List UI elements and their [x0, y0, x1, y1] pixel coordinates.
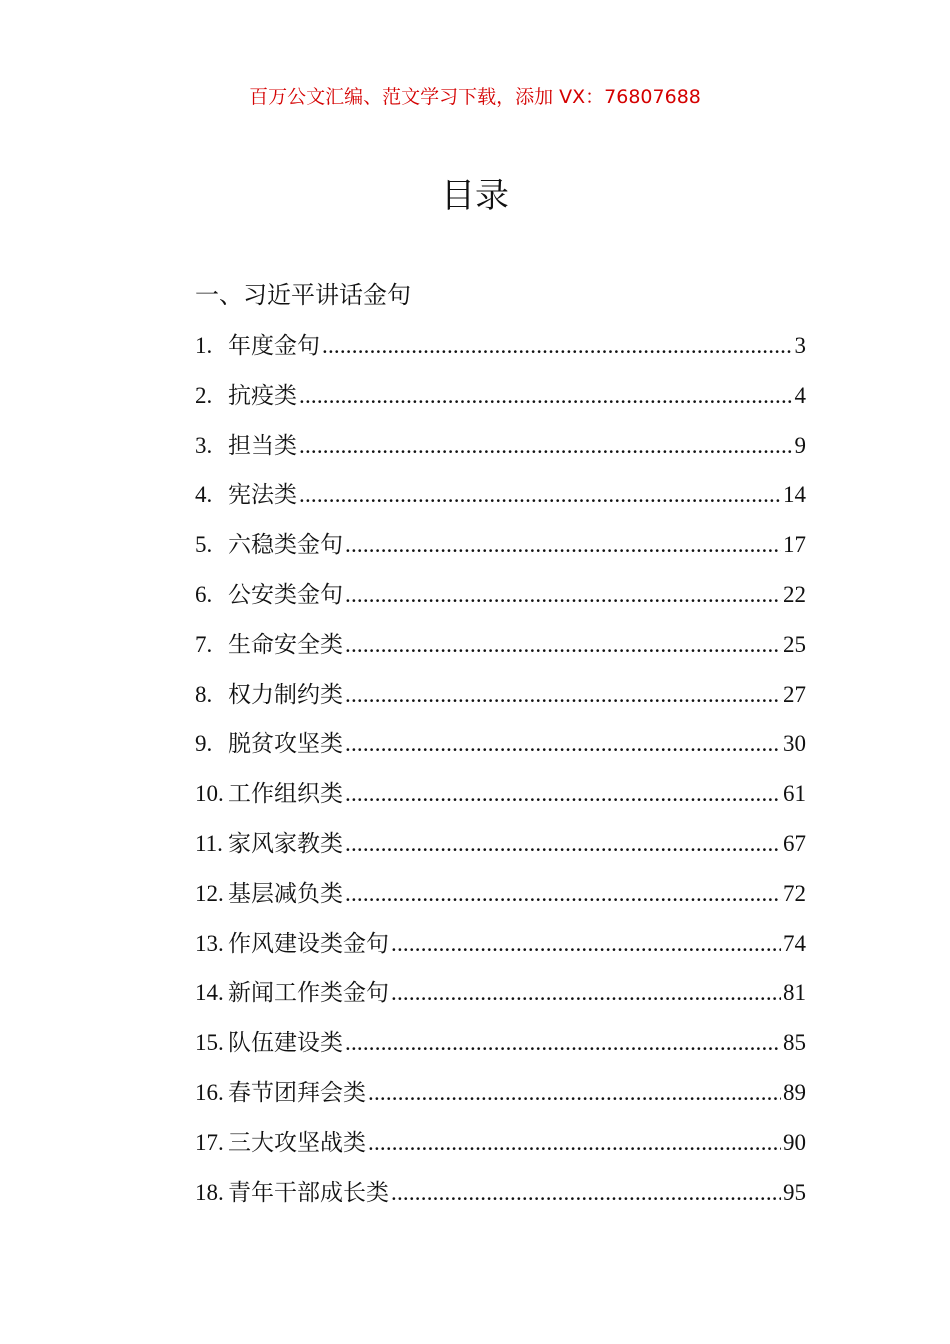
toc-entry-label: 工作组织类	[228, 781, 343, 808]
toc-entry-number: 18.	[195, 1179, 224, 1205]
toc-entry[interactable]	[195, 677, 806, 727]
toc-entry-label: 年度金句	[228, 333, 320, 359]
toc-entry-page: 27	[783, 681, 806, 707]
toc-entry-page: 67	[783, 830, 806, 856]
download-notice: 百万公文汇编、范文学习下载，添加 VX：76807688	[249, 86, 701, 108]
toc-entry-page: 17	[783, 532, 806, 558]
toc-entry-label: 作风建设类金句	[228, 930, 389, 957]
toc-entry[interactable]	[195, 428, 806, 478]
toc-entry-page: 25	[783, 631, 806, 657]
toc-entry-page: 95	[783, 1179, 806, 1205]
toc-entry-number: 11.	[195, 830, 223, 856]
toc-entry[interactable]	[195, 1175, 806, 1225]
toc-dot-leader	[299, 428, 793, 464]
toc-entry-label: 基层减负类	[228, 880, 343, 907]
toc-entry-page: 85	[783, 1030, 806, 1056]
toc-entry-number: 3.	[195, 432, 213, 458]
toc-entry-page: 72	[783, 880, 806, 906]
toc-entry-page: 30	[783, 731, 806, 757]
toc-entry-label: 家风家教类	[228, 830, 343, 857]
toc-entry-page: 4	[794, 382, 806, 408]
toc-entry-number: 8.	[195, 681, 213, 707]
toc-entry-label: 担当类	[228, 432, 297, 459]
toc-entry-number: 6.	[195, 581, 213, 607]
toc-entry-page: 3	[794, 333, 806, 358]
toc-entry[interactable]	[195, 627, 806, 677]
toc-dot-leader	[345, 726, 781, 762]
toc-entry-page: 74	[783, 930, 806, 956]
toc-entry-page: 9	[794, 432, 806, 458]
toc-entry-label: 新闻工作类金句	[228, 980, 389, 1007]
toc-entry-label: 六稳类金句	[228, 532, 343, 559]
toc-entry-label: 队伍建设类	[228, 1030, 343, 1057]
toc-dot-leader	[345, 876, 781, 912]
toc-dot-leader	[345, 776, 781, 812]
toc-dot-leader	[368, 1125, 781, 1161]
toc-dot-leader	[391, 975, 781, 1011]
toc-dot-leader	[322, 328, 793, 364]
toc-dot-leader	[299, 378, 793, 414]
toc-entry[interactable]	[195, 975, 806, 1025]
toc-entry-label: 宪法类	[228, 482, 297, 509]
toc-entry-number: 5.	[195, 532, 213, 558]
toc-entry-number: 10.	[195, 781, 224, 807]
toc-dot-leader	[345, 577, 781, 613]
toc-dot-leader	[345, 527, 781, 563]
toc-entry-label: 春节团拜会类	[228, 1079, 366, 1106]
toc-entry-number: 2.	[195, 382, 213, 408]
toc-entry-page: 90	[783, 1129, 806, 1155]
page-title: 目录	[441, 176, 509, 216]
toc-entry-label: 权力制约类	[228, 681, 343, 708]
toc-entry[interactable]	[195, 527, 806, 577]
toc-entry[interactable]	[195, 776, 806, 826]
toc-entry-label: 公安类金句	[228, 581, 343, 608]
toc-dot-leader	[345, 677, 781, 713]
toc-entry-number: 7.	[195, 631, 213, 657]
toc-entry[interactable]	[195, 876, 806, 926]
toc-entry-number: 16.	[195, 1079, 224, 1105]
toc-entry[interactable]	[195, 378, 806, 428]
toc-entry-label: 抗疫类	[228, 382, 297, 409]
toc-entry-number: 4.	[195, 482, 213, 508]
toc-entry-number: 15.	[195, 1030, 224, 1056]
toc-entry-page: 89	[783, 1079, 806, 1105]
toc-dot-leader	[391, 1175, 781, 1211]
toc-entry[interactable]	[195, 726, 806, 776]
toc-entry[interactable]	[195, 1125, 806, 1175]
toc-entry-number: 9.	[195, 731, 213, 757]
toc-entry-number: 13.	[195, 930, 224, 956]
toc-entry-label: 三大攻坚战类	[228, 1129, 366, 1156]
section-heading: 一、习近平讲话金句	[195, 281, 411, 309]
toc-entry-label: 青年干部成长类	[228, 1179, 389, 1206]
toc-entry-page: 14	[783, 482, 806, 508]
table-of-contents	[195, 328, 806, 1224]
toc-entry[interactable]	[195, 1025, 806, 1075]
toc-dot-leader	[368, 1075, 781, 1111]
toc-dot-leader	[391, 926, 781, 962]
toc-entry-number: 14.	[195, 980, 224, 1006]
toc-entry-page: 81	[783, 980, 806, 1006]
toc-entry-number: 17.	[195, 1129, 224, 1155]
toc-entry[interactable]	[195, 477, 806, 527]
toc-entry[interactable]	[195, 577, 806, 627]
toc-entry[interactable]	[195, 926, 806, 976]
toc-entry[interactable]	[195, 1075, 806, 1125]
toc-dot-leader	[299, 477, 781, 513]
toc-entry[interactable]	[195, 328, 806, 378]
toc-entry-label: 生命安全类	[228, 631, 343, 658]
toc-dot-leader	[345, 826, 781, 862]
toc-entry[interactable]	[195, 826, 806, 876]
toc-dot-leader	[345, 1025, 781, 1061]
toc-entry-page: 61	[783, 781, 806, 807]
toc-entry-number: 12.	[195, 880, 224, 906]
toc-dot-leader	[345, 627, 781, 663]
toc-entry-label: 脱贫攻坚类	[228, 731, 343, 758]
toc-entry-page: 22	[783, 581, 806, 607]
toc-entry-number: 1.	[195, 333, 213, 358]
